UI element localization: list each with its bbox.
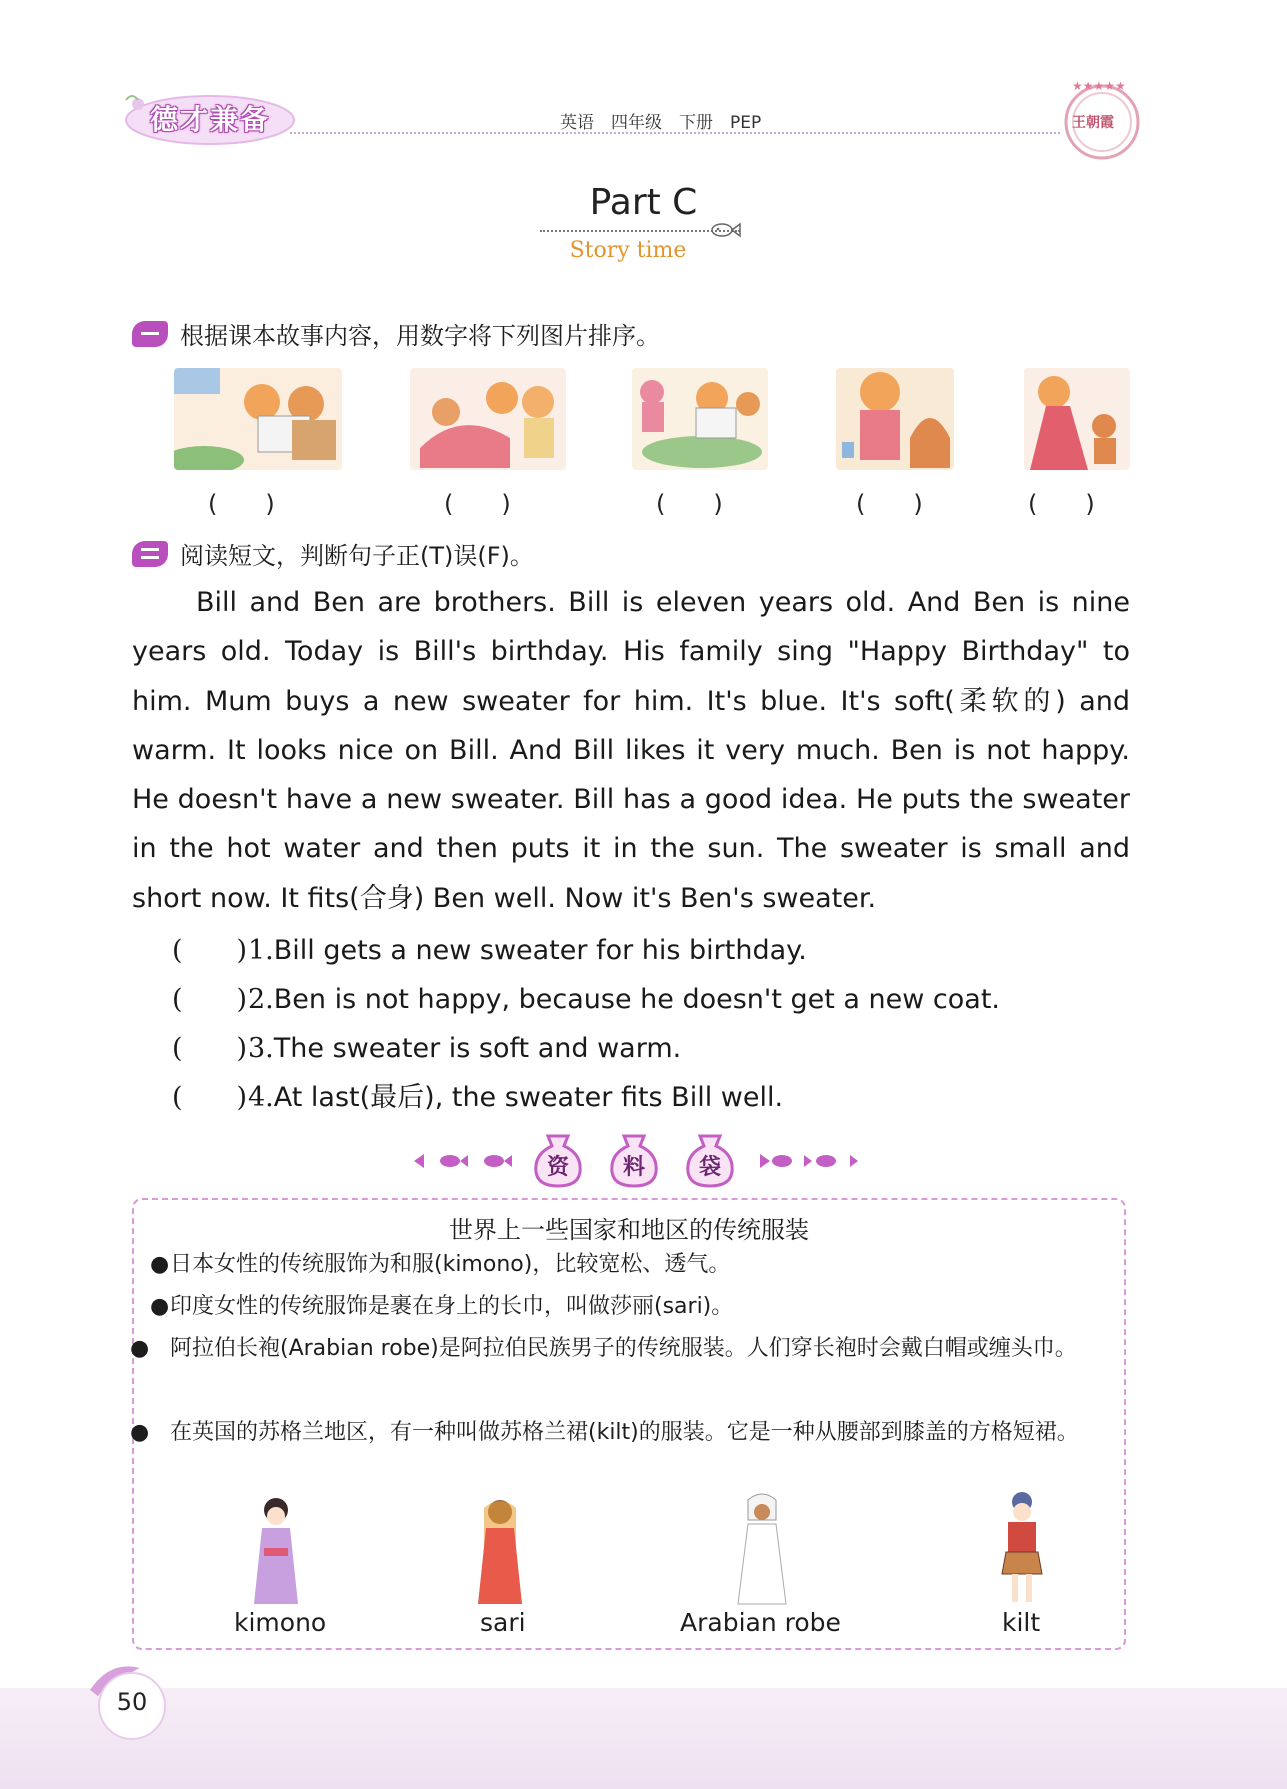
question-number: 3.: [248, 1033, 274, 1064]
arabian-robe-illustration: [726, 1490, 798, 1614]
caption-sari: sari: [480, 1608, 526, 1637]
answer-blank[interactable]: ( ): [172, 1033, 248, 1064]
question-text: The sweater is soft and warm.: [273, 1033, 682, 1064]
question-4: [172, 1075, 783, 1114]
question-number: 1.: [248, 935, 274, 966]
part-title: Part C: [589, 182, 698, 223]
caption-kilt: kilt: [1002, 1608, 1041, 1637]
infobag-bullet-1: ●日本女性的传统服饰为和服(kimono)，比较宽松、透气。: [150, 1252, 731, 1277]
bullet-text: 在英国的苏格兰地区，有一种叫做苏格兰裙(kilt)的服装。它是一种从腰部到膝盖的方格短裙。: [170, 1420, 1079, 1445]
question-1: [172, 928, 807, 967]
question-3: [172, 1026, 681, 1065]
infobag-bullet-2: ●印度女性的传统服饰是裹在身上的长巾，叫做莎丽(sari)。: [150, 1294, 734, 1319]
section-two-heading: [132, 536, 534, 571]
fish-decoration-left-icon: [410, 1148, 520, 1174]
part-subtitle: Story time: [569, 238, 687, 263]
order-blank-2[interactable]: ( ): [444, 490, 511, 518]
infobag-title: 世界上一些国家和地区的传统服装: [449, 1216, 809, 1244]
seal-text: 王朝霞: [1072, 115, 1114, 131]
question-text: Ben is not happy, because he doesn't get a new coat.: [273, 984, 1000, 1015]
infobag-bullet-4: ● 在英国的苏格兰地区，有一种叫做苏格兰裙(kilt)的服装。它是一种从腰部到膝盖的方格短裙。: [130, 1420, 1079, 1445]
kilt-illustration: [990, 1490, 1054, 1614]
question-number: 2.: [248, 984, 274, 1015]
section-one-heading: [132, 316, 660, 351]
sari-illustration: [464, 1494, 536, 1614]
story-picture-1: [174, 368, 342, 470]
brand-text: 德才兼备: [150, 103, 271, 136]
order-blank-5[interactable]: ( ): [1028, 490, 1095, 518]
kimono-illustration: [236, 1494, 316, 1614]
bag-char-3: 袋: [698, 1155, 721, 1180]
caption-arabian-robe: Arabian robe: [680, 1608, 841, 1637]
svg-text:★★★★★: ★★★★★: [1072, 79, 1126, 93]
question-text: Bill gets a new sweater for his birthday.: [273, 935, 807, 966]
brand-logo: [118, 90, 296, 146]
footer-band: [0, 1688, 1287, 1789]
order-blank-4[interactable]: ( ): [856, 490, 923, 518]
number-two-icon: [132, 541, 168, 567]
answer-blank[interactable]: ( ): [172, 1082, 248, 1113]
passage-text: Bill and Ben are brothers. Bill is eleven years old. And Ben is nine years old. Today is Bill's birthday. His family sing "Happy Birthday" to him. Mum buys a new sweater for him. It's blue. It's soft(柔软的) and warm. It looks nice on Bill. And Bill likes it very much. Ben is not happy. He doesn't have a new sweater. Bill has a good idea. He puts the sweater in the hot water and then puts it in the sun. The sweater is small and short now. It fits(合身) Ben well. Now it's Ben's sweater.: [132, 587, 1130, 914]
order-blank-3[interactable]: ( ): [656, 490, 723, 518]
bullet-text: 日本女性的传统服饰为和服(kimono)，比较宽松、透气。: [170, 1252, 731, 1277]
number-one-icon: [132, 321, 168, 347]
answer-blank[interactable]: ( ): [172, 935, 248, 966]
page-number: 50: [116, 1688, 148, 1716]
section-two-instruction: 阅读短文，判断句子正(T)误(F)。: [180, 542, 534, 570]
story-picture-5: [1024, 368, 1130, 470]
infobag-header: [410, 1130, 860, 1192]
story-picture-4: [836, 368, 954, 470]
section-one-instruction: 根据课本故事内容，用数字将下列图片排序。: [180, 322, 660, 350]
story-picture-3: [632, 368, 768, 470]
infobag-bullet-3: ● 阿拉伯长袍(Arabian robe)是阿拉伯民族男子的传统服装。人们穿长袍时会戴白帽或缠头巾。: [130, 1336, 1077, 1361]
header-book-info: 英语 四年级 下册 PEP: [560, 113, 762, 133]
question-text: At last(最后), the sweater fits Bill well.: [273, 1082, 784, 1113]
question-2: [172, 977, 1000, 1016]
order-blank-1[interactable]: ( ): [208, 490, 275, 518]
reading-passage: [132, 578, 1130, 923]
answer-blank[interactable]: ( ): [172, 984, 248, 1015]
fish-decoration-right-icon: [754, 1148, 864, 1174]
caption-kimono: kimono: [234, 1608, 327, 1637]
question-number: 4.: [248, 1082, 274, 1113]
story-picture-2: [410, 368, 566, 470]
bag-char-1: 资: [546, 1155, 569, 1180]
bullet-text: 阿拉伯长袍(Arabian robe)是阿拉伯民族男子的传统服装。人们穿长袍时会戴白帽或缠头巾。: [170, 1336, 1077, 1361]
bullet-text: 印度女性的传统服饰是裹在身上的长巾，叫做莎丽(sari)。: [170, 1294, 734, 1319]
bag-char-2: 料: [622, 1155, 645, 1180]
